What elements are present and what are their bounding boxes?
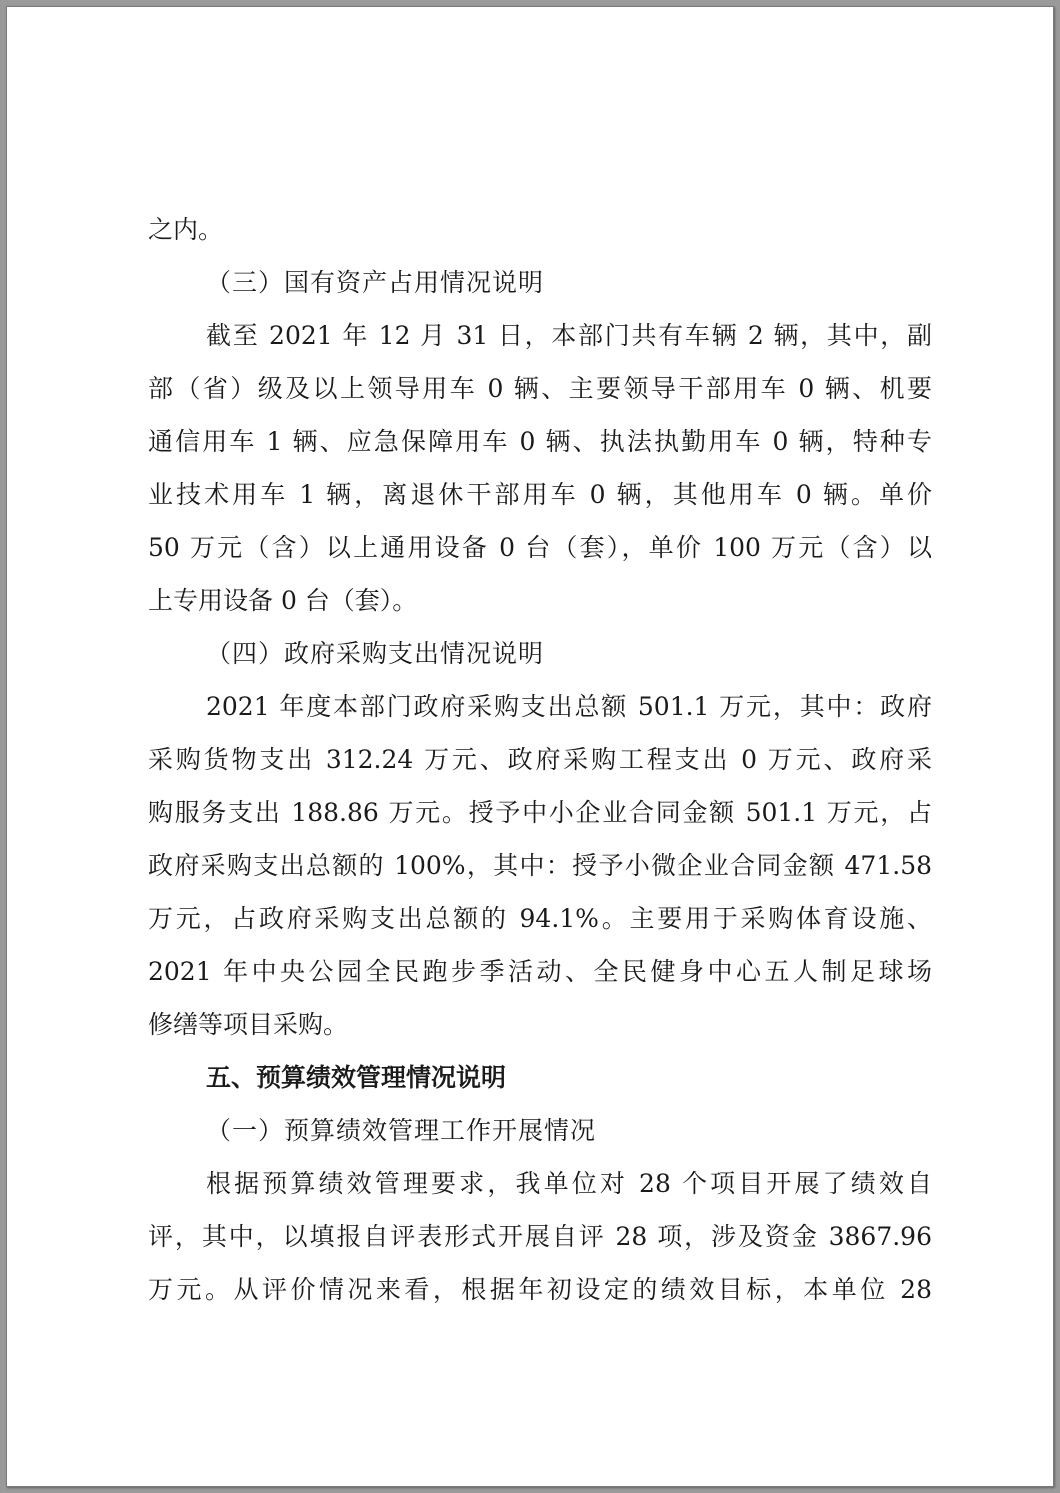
paragraph-line: 50 万元（含）以上通用设备 0 台（套），单价 100 万元（含）以 (148, 533, 932, 562)
section-heading-4: （四）政府采购支出情况说明 (206, 639, 545, 668)
section-heading-3: （三）国有资产占用情况说明 (206, 268, 545, 297)
paragraph-line: 2021 年度本部门政府采购支出总额 501.1 万元，其中：政府 (206, 692, 932, 721)
paragraph-line: 万元。从评价情况来看，根据年初设定的绩效目标，本单位 28 (148, 1275, 932, 1304)
document-page (6, 6, 1054, 1487)
paragraph-line: 截至 2021 年 12 月 31 日，本部门共有车辆 2 辆，其中，副 (206, 321, 932, 350)
paragraph-line: 通信用车 1 辆、应急保障用车 0 辆、执法执勤用车 0 辆，特种专 (148, 427, 932, 456)
paragraph-line: 部（省）级及以上领导用车 0 辆、主要领导干部用车 0 辆、机要 (148, 374, 932, 403)
paragraph-line: 购服务支出 188.86 万元。授予中小企业合同金额 501.1 万元，占 (148, 798, 932, 827)
paragraph-line: 之内。 (148, 215, 224, 244)
paragraph-line: 万元，占政府采购支出总额的 94.1%。主要用于采购体育设施、 (148, 904, 932, 933)
paragraph-line: 根据预算绩效管理要求，我单位对 28 个项目开展了绩效自 (206, 1169, 932, 1198)
paragraph-line: 2021 年中央公园全民跑步季活动、全民健身中心五人制足球场 (148, 957, 932, 986)
section-heading-1: （一）预算绩效管理工作开展情况 (206, 1116, 597, 1145)
chapter-heading-5: 五、预算绩效管理情况说明 (206, 1063, 507, 1092)
paragraph-line: 上专用设备 0 台（套）。 (148, 586, 418, 615)
paragraph-line: 政府采购支出总额的 100%，其中：授予小微企业合同金额 471.58 (148, 851, 932, 880)
document-body (148, 203, 932, 1316)
paragraph-line: 评，其中，以填报自评表形式开展自评 28 项，涉及资金 3867.96 (148, 1222, 932, 1251)
paragraph-line: 修缮等项目采购。 (148, 1010, 349, 1039)
paragraph-line: 业技术用车 1 辆，离退休干部用车 0 辆，其他用车 0 辆。单价 (148, 480, 932, 509)
paragraph-line: 采购货物支出 312.24 万元、政府采购工程支出 0 万元、政府采 (148, 745, 932, 774)
